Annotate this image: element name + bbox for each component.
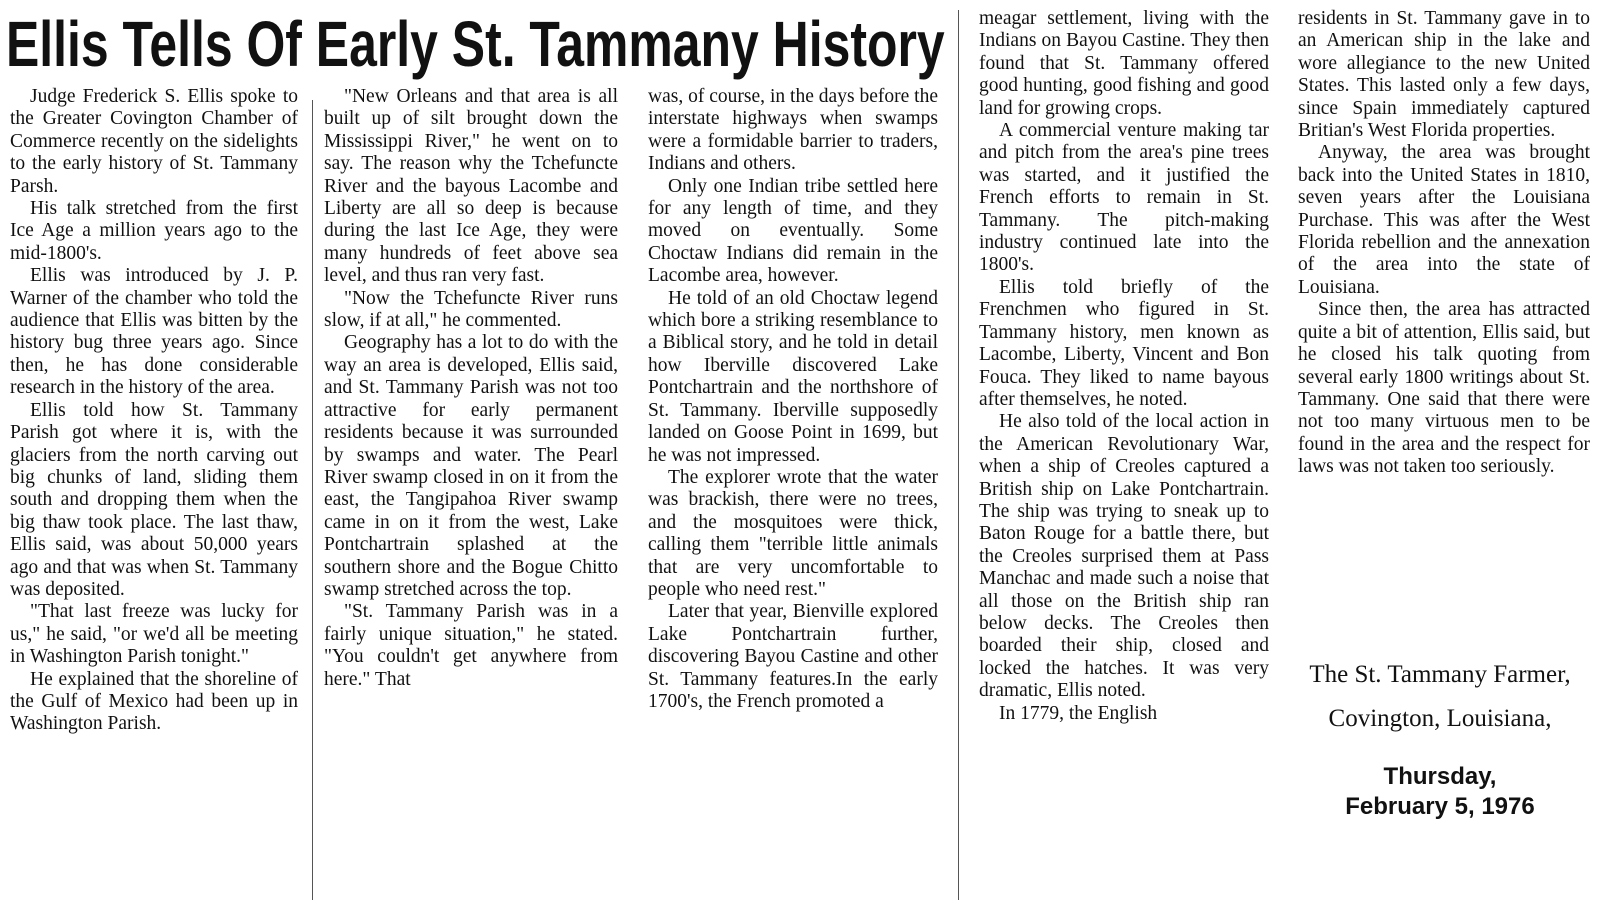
- article-column-3: [648, 86, 938, 912]
- article-column-5: [1298, 8, 1590, 658]
- article-column-1: [10, 86, 298, 912]
- paragraph: The explorer wrote that the water was brackish, there were no trees, and the mosquitoes were thick, calling them "terrible little animals that are very uncomfortable to people who need rest.": [648, 466, 938, 600]
- publication-name: The St. Tammany Farmer,: [1309, 661, 1571, 688]
- paragraph: He also told of the local action in the American Revolutionary War, when a ship of Creoles captured a British ship on Lake Pontchartrain. The ship was trying to sneak up to Baton Rouge for a battle there, but the Creoles surprised them at Pass Manchac and made such a noise that all those on the British ship ran below decks. The Creoles then boarded their ship, closed and locked the hatches. It was very dramatic, Ellis noted.: [979, 411, 1269, 702]
- paragraph: was, of course, in the days before the interstate highways when swamps were a formidable barrier to traders, Indians and others.: [648, 86, 938, 175]
- paragraph: "That last freeze was lucky for us," he said, "or we'd all be meeting in Washington Parish tonight.": [10, 601, 298, 668]
- paragraph: Judge Frederick S. Ellis spoke to the Greater Covington Chamber of Commerce recently on the sidelights to the early history of St. Tammany Parsh.: [10, 86, 298, 197]
- paragraph: In 1779, the English: [999, 702, 1158, 724]
- paragraph: meagar settlement, living with the Indians on Bayou Castine. They then found that St. Tammany offered good hunting, good fishing and good land for growing crops.: [979, 8, 1269, 119]
- publication-location: Covington, Louisiana,: [1328, 705, 1552, 732]
- paragraph: Anyway, the area was brought back into the United States in 1810, seven years after the Louisiana Purchase. This was after the West Florida rebellion and the annexation of the area into the state of Louisiana.: [1298, 142, 1590, 298]
- article-column-4: [979, 8, 1269, 912]
- paragraph: Ellis told how St. Tammany Parish got where it is, with the glaciers from the north carving out big chunks of land, sliding them south and dropping them when the big thaw took place. The last thaw, Ellis said, was about 50,000 years ago and that was when St. Tammany was deposited.: [10, 399, 298, 600]
- paragraph: His talk stretched from the first Ice Age a million years ago to the mid-1800's.: [10, 198, 298, 264]
- column-divider: [312, 100, 313, 900]
- publication-date: February 5, 1976: [1345, 793, 1535, 820]
- paragraph: Geography has a lot to do with the way an area is developed, Ellis said, and St. Tammany Parish was not too attractive for early permanent residents because it was surrounded by swamps and water. The Pearl River swamp closed in on it from the east, the Tangipahoa River swamp came in on it from the west, Lake Pontchartrain splashed at the southern shore and the Bogue Chitto swamp stretched across the top.: [324, 332, 618, 600]
- paragraph: Later that year, Bienville explored Lake Pontchartrain further, discovering Bayou Castine and other St. Tammany features.In the early 1700's, the French promoted a: [648, 601, 938, 712]
- paragraph: Since then, the area has attracted quite a bit of attention, Ellis said, but he closed his talk quoting from several early 1800 writings about St. Tammany. One said that there were not too many virtuous men to be found in the area and the respect for laws was not taken too seriously.: [1298, 299, 1590, 478]
- paragraph: residents in St. Tammany gave in to an American ship in the lake and wore allegiance to the new United States. This lasted only a few days, since Spain immediately captured Britian's West Florida properties.: [1298, 8, 1590, 142]
- paragraph: Ellis was introduced by J. P. Warner of the chamber who told the audience that Ellis was bitten by the history bug three years ago. Since then, he has done considerable research in the history of the area.: [10, 265, 298, 399]
- paragraph: "New Orleans and that area is all built up of silt brought down the Mississippi River," he went on to say. The reason why the Tchefuncte River and the bayous Lacombe and Liberty are all so deep is because during the last Ice Age, they were many hundreds of feet above sea level, and thus ran very fast.: [324, 86, 618, 287]
- paragraph: He told of an old Choctaw legend which bore a striking resemblance to a Biblical story, and he told in detail how Iberville discovered Lake Pontchartrain and the northshore of St. Tammany. Iberville supposedly landed on Goose Point in 1699, but he was not impressed.: [648, 287, 938, 466]
- paragraph: "Now the Tchefuncte River runs slow, if at all," he commented.: [324, 287, 618, 332]
- paragraph: Ellis told briefly of the Frenchmen who figured in St. Tammany history, men known as Lacombe, Liberty, Vincent and Bon Fouca. They liked to name bayous after themselves, he noted.: [979, 276, 1269, 410]
- dateline: [1290, 660, 1590, 822]
- paragraph: "St. Tammany Parish was in a fairly unique situation," he stated. "You couldn't get anywhere from here." That: [324, 601, 618, 690]
- paragraph: Only one Indian tribe settled here for any length of time, and they moved on eventually. Some Choctaw Indians did remain in the Lacombe area, however.: [648, 175, 938, 287]
- paragraph: He explained that the shoreline of the Gulf of Mexico had been up in Washington Parish.: [10, 668, 298, 735]
- headline: Ellis Tells Of Early St. Tammany History: [6, 8, 945, 80]
- paragraph: A commercial venture making tar and pitch from the area's pine trees was started, and it justified the French efforts to remain in St. Tammany. The pitch-making industry continued late into the 1800's.: [979, 120, 1269, 276]
- article-column-2: [324, 86, 618, 912]
- publication-day: Thursday,: [1383, 763, 1497, 790]
- column-divider: [958, 10, 959, 900]
